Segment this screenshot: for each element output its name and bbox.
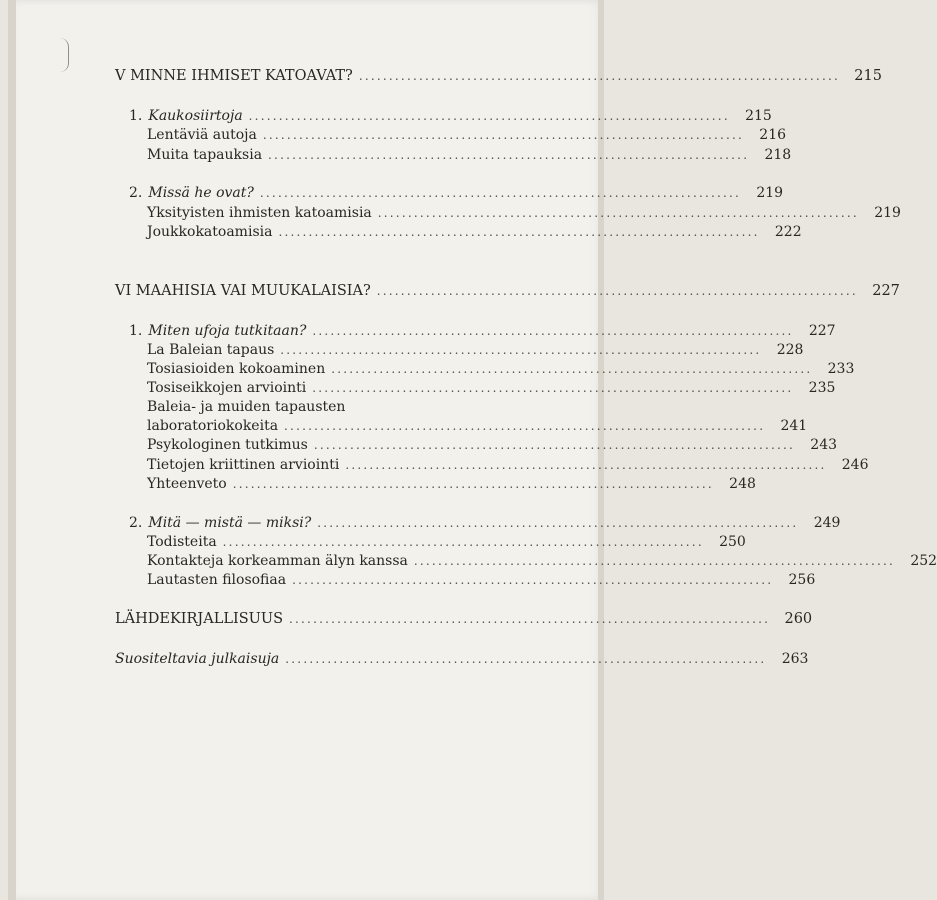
toc-section (129, 321, 836, 341)
page-number: 243 (810, 437, 838, 453)
toc-recommended (115, 649, 809, 669)
page-number: 227 (872, 283, 900, 299)
section-title: Miten ufoja tutkitaan? (148, 323, 307, 339)
section-number: 2. (129, 515, 143, 531)
toc-item (147, 397, 558, 417)
leader-dots: ................................................................................ (312, 381, 794, 395)
leader-dots: ................................................................................ (222, 535, 704, 549)
section-number: 1. (129, 108, 143, 124)
toc-item (147, 416, 808, 436)
item-title: Todisteita (147, 534, 217, 550)
chapter-title: V MINNE IHMISET KATOAVAT? (115, 68, 353, 84)
leader-dots: ................................................................................ (313, 438, 796, 452)
toc-item (147, 359, 855, 379)
page-number: 235 (808, 380, 836, 396)
toc-chapter (115, 66, 882, 86)
item-title: Tosiseikkojen arviointi (147, 380, 307, 396)
page-number: 249 (813, 515, 841, 531)
toc-section (129, 106, 772, 126)
toc-section (129, 513, 841, 533)
item-title: Tietojen kriittinen arviointi (147, 457, 340, 473)
page-number: 233 (827, 361, 855, 377)
page-number: 263 (781, 651, 809, 667)
page-number: 222 (774, 224, 802, 240)
page-number: 215 (854, 68, 882, 84)
leader-dots: ................................................................................ (259, 186, 742, 200)
page-number: 252 (910, 553, 937, 569)
item-title: Joukkokatoamisia (147, 224, 273, 240)
section-number: 2. (129, 185, 143, 201)
item-title: Tosiasioiden kokoaminen (147, 361, 326, 377)
toc-item (147, 125, 787, 145)
page-number: 219 (756, 185, 784, 201)
page-number: 248 (729, 476, 756, 492)
item-title: Baleia- ja muiden tapausten (147, 399, 346, 415)
section-title: Mitä — mistä — miksi? (148, 515, 312, 531)
toc-item (147, 340, 804, 360)
bibliography-title: LÄHDEKIRJALLISUUS (115, 611, 284, 627)
leader-dots: ................................................................................ (248, 109, 730, 123)
toc-item (147, 570, 816, 590)
chapter-title: VI MAAHISIA VAI MUUKALAISIA? (115, 283, 371, 299)
leader-dots: ................................................................................ (232, 477, 714, 491)
leader-dots: ................................................................................ (284, 419, 766, 433)
leader-dots: ................................................................................ (289, 612, 771, 626)
toc-item (147, 435, 838, 455)
toc-item (147, 532, 746, 552)
section-number: 1. (129, 323, 143, 339)
leader-dots: ................................................................................ (278, 225, 760, 239)
item-title: Kontakteja korkeamman älyn kanssa (147, 553, 408, 569)
toc-item (147, 145, 792, 165)
item-title: laboratoriokokeita (147, 418, 279, 434)
page-number: 219 (874, 205, 901, 221)
leader-dots: ................................................................................ (358, 69, 840, 83)
item-title: La Baleian tapaus (147, 342, 275, 358)
toc-item (147, 551, 937, 571)
toc-chapter (115, 281, 900, 301)
page-number: 246 (841, 457, 869, 473)
pencil-mark (60, 38, 69, 72)
section-title: Missä he ovat? (148, 185, 254, 201)
toc-item (147, 455, 869, 475)
toc-section (129, 183, 784, 203)
page-number: 250 (719, 534, 746, 550)
leader-dots: ................................................................................ (262, 128, 745, 142)
toc-item (147, 222, 802, 242)
leader-dots: ................................................................................ (285, 652, 767, 666)
page-number: 215 (745, 108, 772, 124)
page-number: 241 (780, 418, 808, 434)
page-left-edge (8, 0, 16, 900)
leader-dots: ................................................................................ (312, 324, 794, 338)
leader-dots: ................................................................................ (331, 362, 813, 376)
page-number: 218 (764, 147, 792, 163)
toc-item (147, 203, 901, 223)
page-number: 260 (784, 611, 813, 627)
toc-bibliography (115, 609, 813, 629)
page-number: 256 (788, 572, 816, 588)
page-number: 216 (759, 127, 787, 143)
leader-dots: ................................................................................ (268, 148, 750, 162)
item-title: Yhteenveto (147, 476, 227, 492)
item-title: Muita tapauksia (147, 147, 263, 163)
toc-item (147, 474, 756, 494)
leader-dots: ................................................................................ (280, 343, 762, 357)
item-title: Lentäviä autoja (147, 127, 257, 143)
leader-dots: ................................................................................ (292, 573, 774, 587)
item-title: Yksityisten ihmisten katoamisia (147, 205, 372, 221)
leader-dots: ................................................................................ (377, 206, 859, 220)
leader-dots: ................................................................................ (317, 516, 799, 530)
item-title: Lautasten filosofiaa (147, 572, 287, 588)
page-number: 227 (808, 323, 836, 339)
leader-dots: ................................................................................ (413, 554, 896, 568)
toc-item (147, 378, 836, 398)
leader-dots: ................................................................................ (376, 284, 858, 298)
item-title: Psykologinen tutkimus (147, 437, 308, 453)
page-number: 228 (776, 342, 804, 358)
leader-dots: ................................................................................ (345, 458, 827, 472)
recommended-title: Suositeltavia julkaisuja (115, 651, 280, 667)
section-title: Kaukosiirtoja (148, 108, 243, 124)
